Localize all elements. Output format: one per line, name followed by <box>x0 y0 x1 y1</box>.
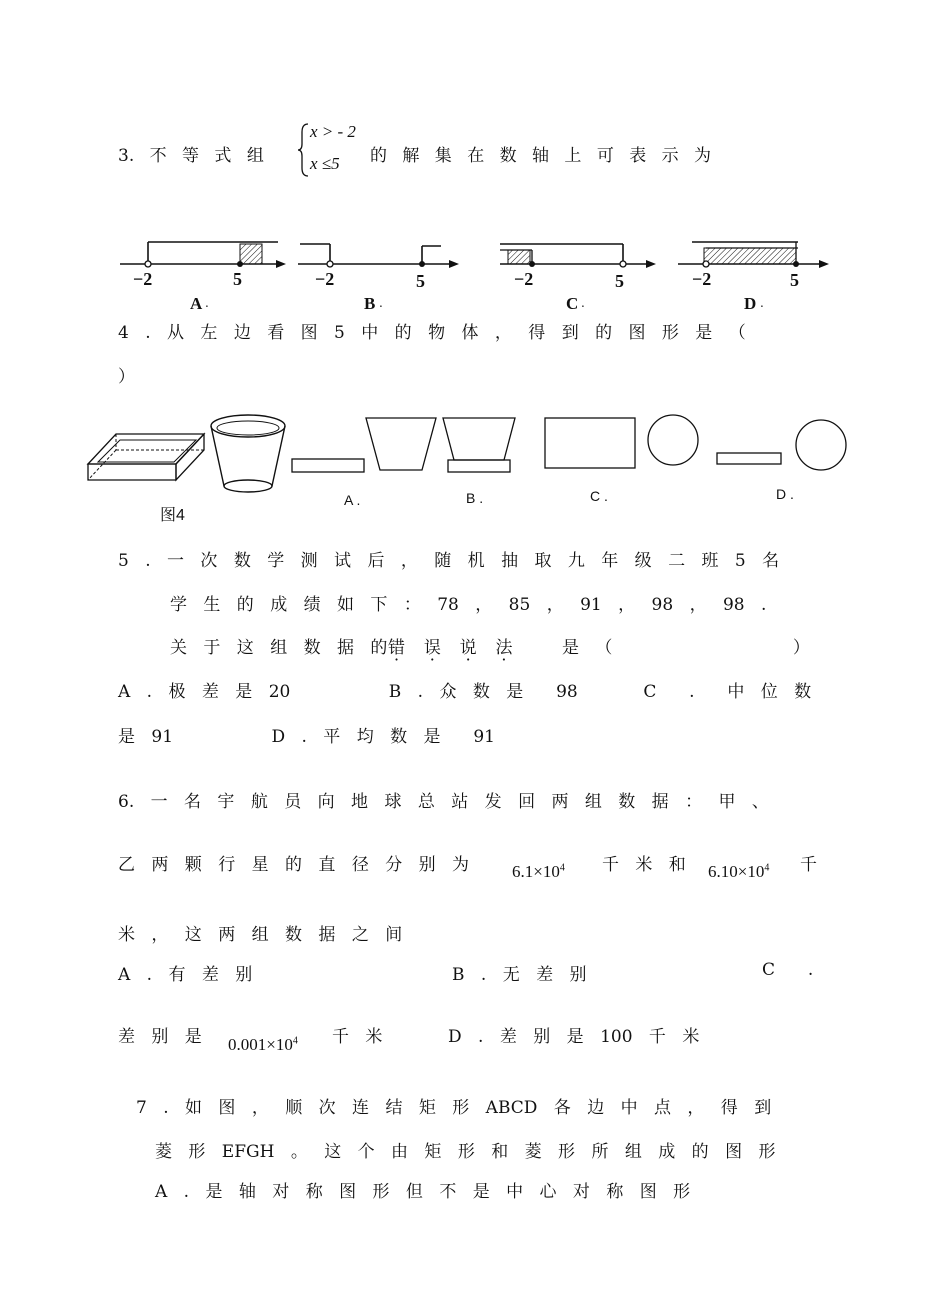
q3-suffix: 的 解 集 在 数 轴 上 可 表 示 为 <box>370 146 712 166</box>
q6-value1-base: 6.1×10 <box>512 862 560 881</box>
q6-line2-b: 千 米 和 <box>602 855 686 875</box>
option-b-letter: B <box>364 294 376 313</box>
q6-line4-c: C . <box>762 960 814 980</box>
q4-line1: 4 . 从 左 边 看 图 5 中 的 物 体 ， 得 到 的 图 形 是 （ <box>118 323 746 343</box>
emphasis-char: 误 <box>423 638 441 658</box>
q6-value3-exp: 4 <box>292 1035 298 1047</box>
q5-line5: 是 91 D . 平 均 数 是 91 <box>118 727 495 747</box>
q6-value2-base: 6.10×10 <box>708 862 765 881</box>
q4-option-c: C . <box>590 488 608 504</box>
line-c-minus-two: −2 <box>514 269 534 289</box>
option-b-dot: . <box>379 296 383 310</box>
q5-line3-dotted <box>388 633 512 658</box>
box-figure <box>86 430 208 486</box>
q6-value2-exp: 4 <box>764 862 770 874</box>
q6-value1-exp: 4 <box>559 862 565 874</box>
q6-line4-a: A . 有 差 别 <box>118 965 253 985</box>
q6-line3: 米 ， 这 两 组 数 据 之 间 <box>118 925 403 945</box>
q7-line3: A . 是 轴 对 称 图 形 但 不 是 中 心 对 称 图 形 <box>155 1182 691 1202</box>
q3-prefix: 3. 不 等 式 组 <box>118 146 264 166</box>
option-d-shape <box>714 418 850 476</box>
option-a-letter: A <box>190 294 203 313</box>
q3-system-line1: x > - 2 <box>310 122 356 141</box>
emphasis-char: 说 <box>459 638 477 658</box>
q5-line3-a: 关 于 这 组 数 据 的 <box>170 638 388 658</box>
option-d-dot: . <box>760 296 764 310</box>
q6-line5-b: 千 米 D . 差 别 是 100 千 米 <box>332 1027 700 1047</box>
q4-line2: ） <box>118 367 135 387</box>
cup-figure <box>208 412 292 496</box>
emphasis-char: 错 <box>388 638 405 658</box>
brace-icon <box>296 122 310 178</box>
line-a-five: 5 <box>233 269 242 289</box>
q5-line4: A . 极 差 是 20 B . 众 数 是 98 C . 中 位 数 <box>118 682 812 702</box>
q6-line1: 6. 一 名 宇 航 员 向 地 球 总 站 发 回 两 组 数 据 ： 甲 、 <box>118 792 769 812</box>
q7-line2: 菱 形 EFGH 。 这 个 由 矩 形 和 菱 形 所 组 成 的 图 形 <box>155 1142 776 1162</box>
q4-option-a: A . <box>344 492 361 508</box>
figure-label: 图4 <box>160 507 185 524</box>
line-b-minus-two: −2 <box>315 269 335 289</box>
q6-line5-a: 差 别 是 <box>118 1027 202 1047</box>
option-c-letter: C <box>566 294 579 313</box>
line-c-five: 5 <box>615 271 624 291</box>
q6-value2 <box>708 862 769 882</box>
q4-option-d: D . <box>776 486 794 502</box>
q6-line4-b: B . 无 差 别 <box>452 965 587 985</box>
emphasis-char: 法 <box>495 638 513 658</box>
q3-system-line2: x ≤5 <box>310 154 340 173</box>
option-c-shape <box>542 414 702 472</box>
option-d-letter: D <box>744 294 757 313</box>
q7-line1: 7 . 如 图 ， 顺 次 连 结 矩 形 ABCD 各 边 中 点 ， 得 到 <box>136 1098 772 1118</box>
q6-value1 <box>512 862 565 882</box>
option-a-dot: . <box>205 296 209 310</box>
line-b-five: 5 <box>416 271 425 291</box>
q6-value3-base: 0.001×10 <box>228 1035 293 1054</box>
q5-line1: 5 . 一 次 数 学 测 试 后 ， 随 机 抽 取 九 年 级 二 班 5 名 <box>118 551 780 571</box>
q6-line2-a: 乙 两 颗 行 星 的 直 径 分 别 为 <box>118 855 470 875</box>
q6-line2-c: 千 <box>800 855 817 875</box>
line-a-minus-two: −2 <box>133 269 153 289</box>
option-b-shape <box>440 416 520 476</box>
q4-option-b: B . <box>466 490 484 506</box>
option-c-dot: . <box>581 296 585 310</box>
q5-line3-b: 是 （ ） <box>562 638 810 658</box>
q5-line2: 学 生 的 成 绩 如 下 ： 78 ， 85 ， 91 ， 98 ， 98 . <box>170 595 767 615</box>
option-a-shape <box>290 416 440 476</box>
line-d-five: 5 <box>790 270 799 290</box>
line-d-minus-two: −2 <box>692 269 712 289</box>
q6-value3 <box>228 1035 298 1055</box>
